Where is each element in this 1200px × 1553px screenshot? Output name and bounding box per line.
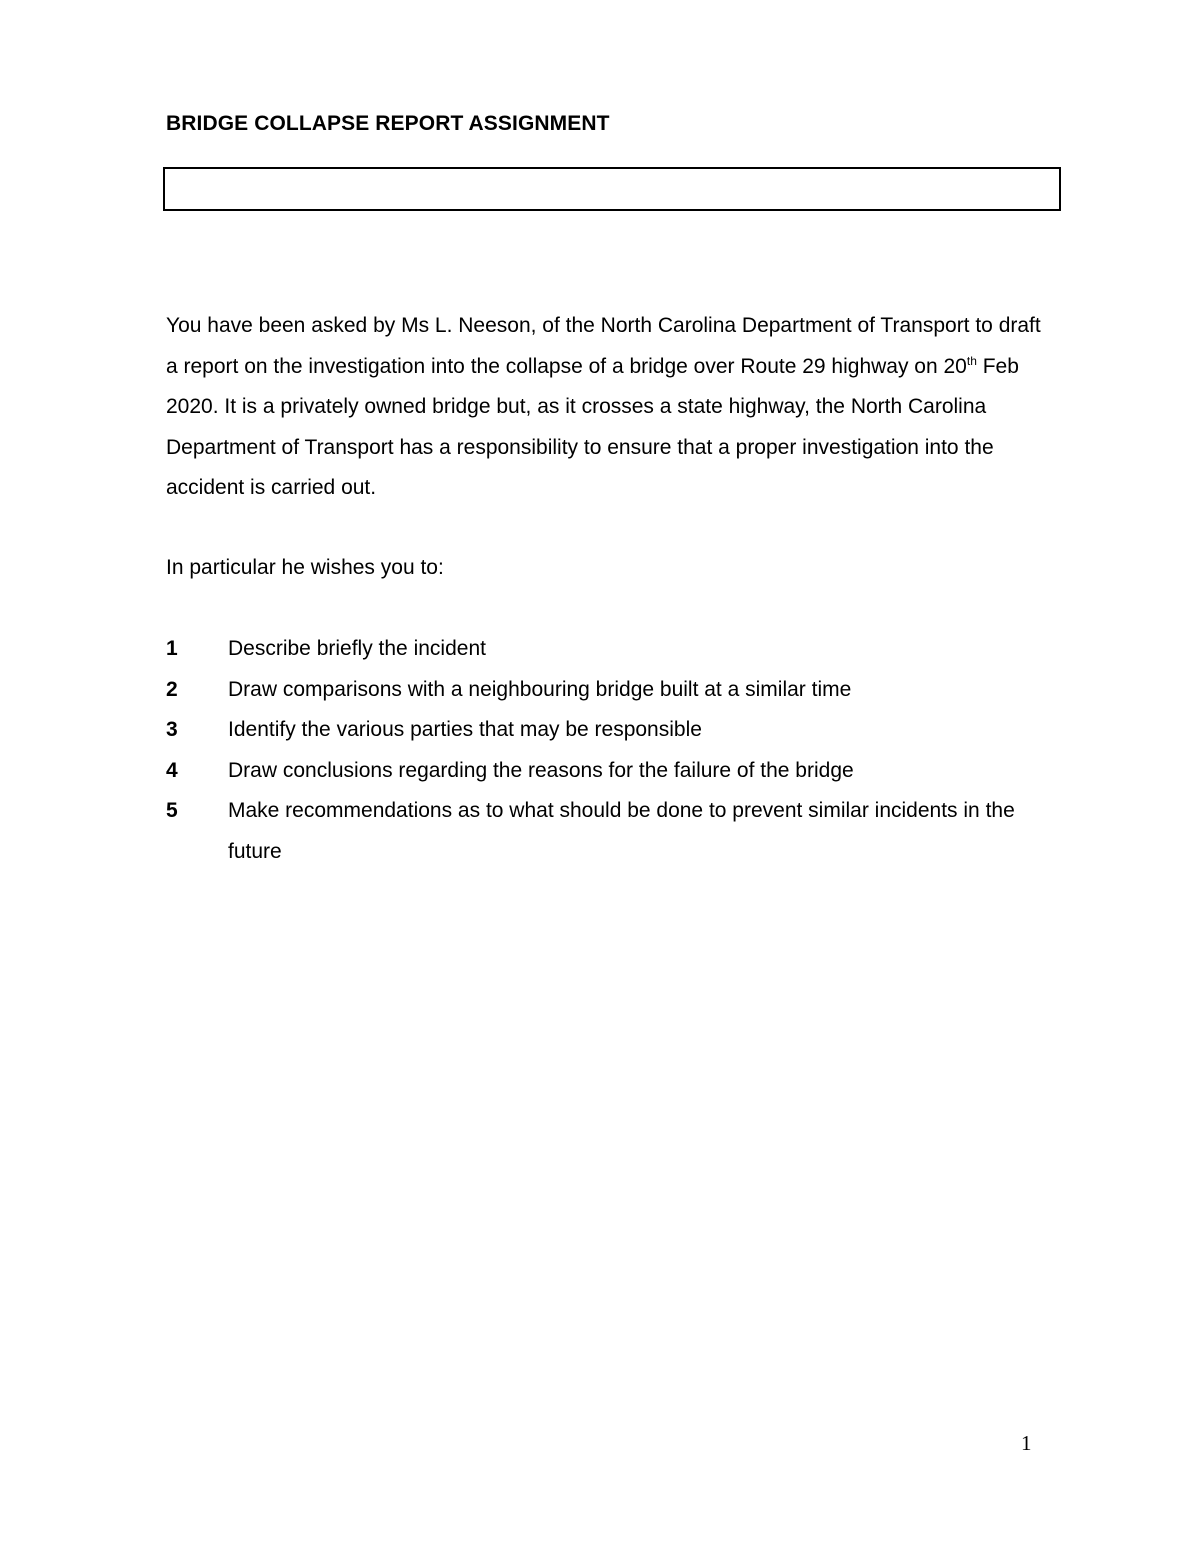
task-text: Draw conclusions regarding the reasons for the failure of the bridge: [228, 758, 854, 782]
intro-text-start: You have been asked by Ms L. Neeson, of the North Carolina Department of Transport to draft a report on the investigation into the collapse of a bridge over Route 29 highway on 20: [166, 314, 1041, 378]
task-text: Describe briefly the incident: [228, 637, 486, 660]
task-item: [166, 710, 1046, 751]
page-number: 1: [1021, 1431, 1032, 1455]
task-number: 3: [166, 718, 178, 741]
task-number: 4: [166, 758, 178, 782]
task-item: [166, 751, 1046, 792]
empty-bordered-box: [163, 167, 1061, 211]
ordinal-superscript: th: [966, 353, 977, 368]
task-item: [166, 791, 1046, 872]
intro-paragraph: [166, 306, 1046, 509]
task-list: [166, 629, 1046, 872]
document-title: BRIDGE COLLAPSE REPORT ASSIGNMENT: [166, 112, 610, 135]
lead-sentence: In particular he wishes you to:: [166, 556, 444, 579]
task-item: [166, 670, 1046, 711]
task-number: 5: [166, 799, 178, 822]
task-number: 2: [166, 677, 178, 701]
task-text: Draw comparisons with a neighbouring bridge built at a similar time: [228, 677, 852, 701]
task-item: [166, 629, 1046, 670]
intro-text-end: Feb 2020. It is a privately owned bridge but, as it crosses a state highway, the North Carolina Department of Transport has a responsibility to ensure that a proper investigation into the accident is carried out.: [166, 354, 1019, 499]
task-text: Identify the various parties that may be responsible: [228, 718, 702, 741]
task-number: 1: [166, 637, 178, 660]
task-text: Make recommendations as to what should be done to prevent similar incidents in the future: [228, 799, 1015, 863]
